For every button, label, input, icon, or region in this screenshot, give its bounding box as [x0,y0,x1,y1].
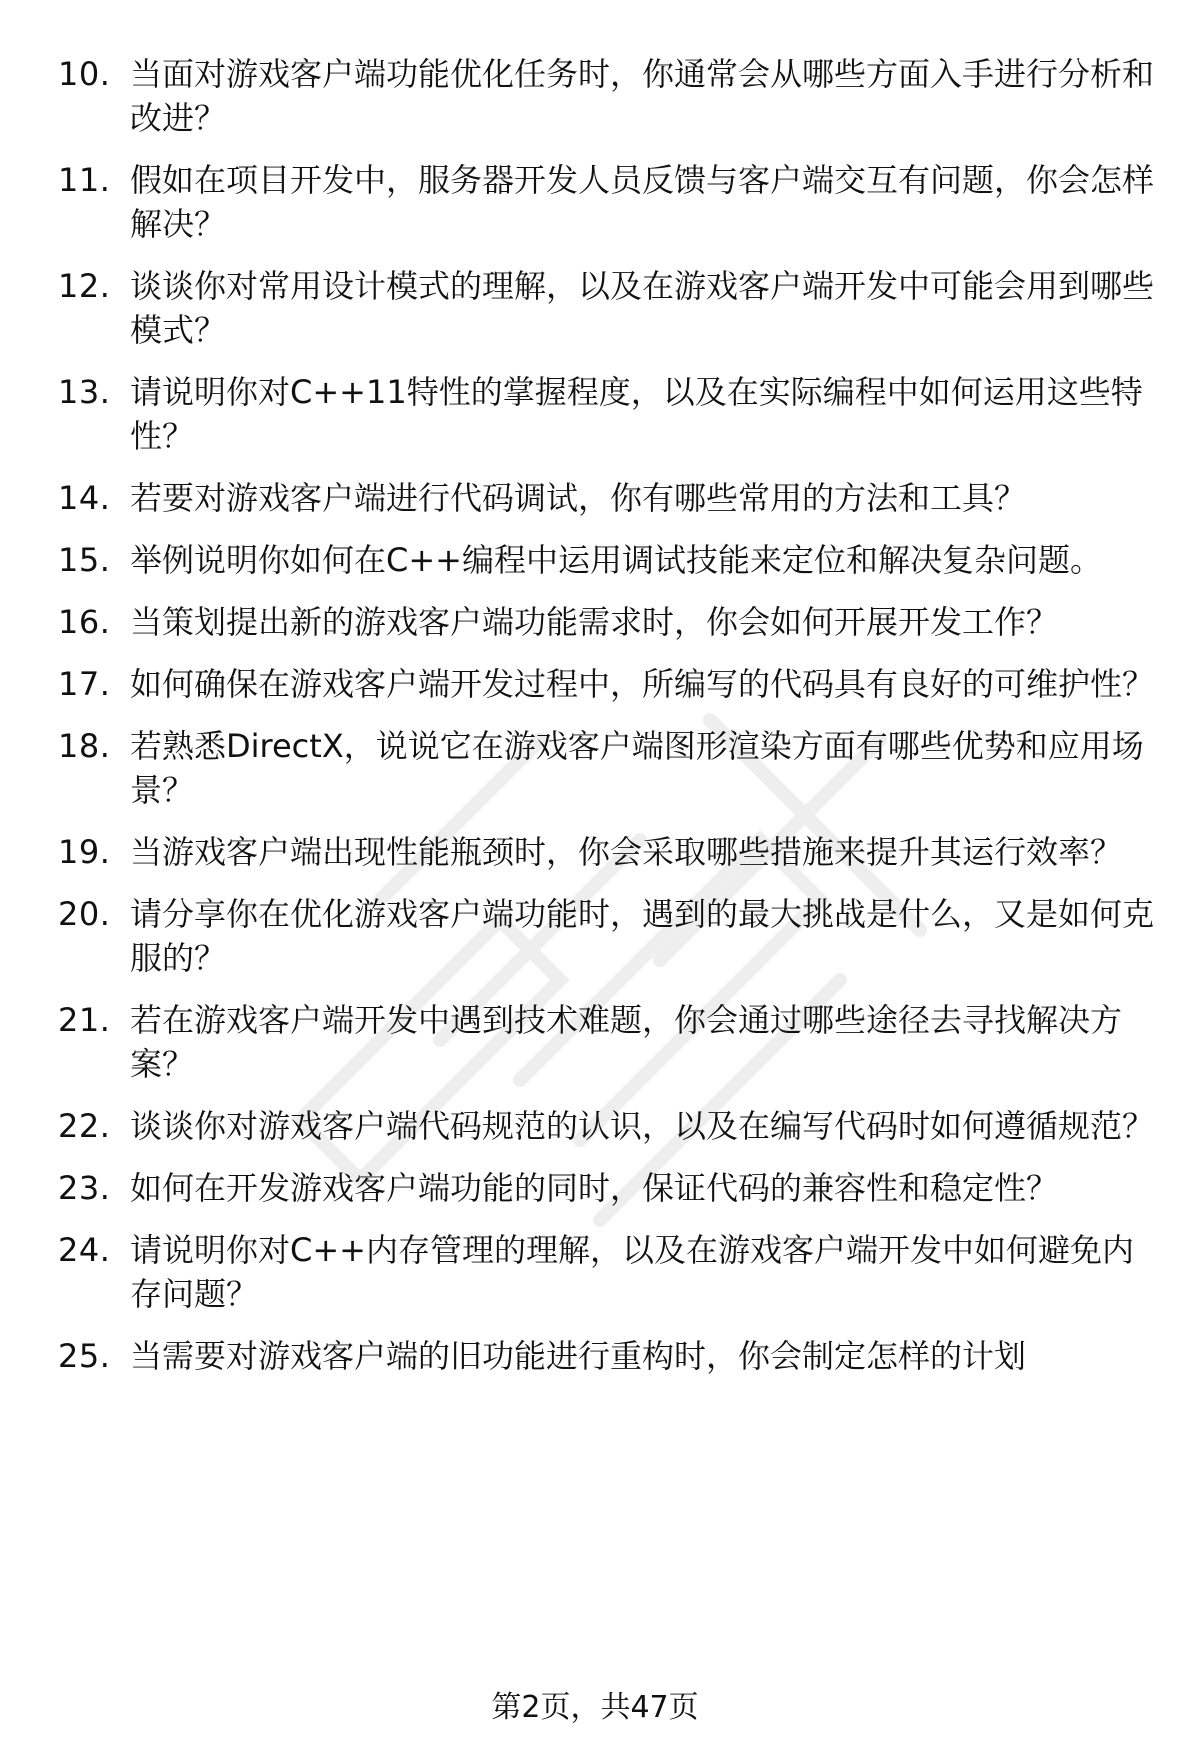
question-number: 13. [58,373,111,411]
question-text: 若在游戏客户端开发中遇到技术难题，你会通过哪些途径去寻找解决方案？ [130,1001,1123,1083]
question-number: 19. [58,833,111,871]
question-number: 24. [58,1231,111,1269]
question-text: 当需要对游戏客户端的旧功能进行重构时，你会制定怎样的计划 [130,1337,1027,1375]
question-text: 请说明你对C++11特性的掌握程度，以及在实际编程中如何运用这些特性？ [130,373,1143,455]
question-number: 17. [58,665,111,703]
question-number: 18. [58,727,111,765]
question-item [58,52,1158,140]
question-text: 请说明你对C++内存管理的理解，以及在游戏客户端开发中如何避免内存问题？ [130,1231,1134,1313]
question-text: 若要对游戏客户端进行代码调试，你有哪些常用的方法和工具？ [130,479,1027,517]
question-text: 谈谈你对游戏客户端代码规范的认识，以及在编写代码时如何遵循规范？ [130,1107,1155,1145]
question-item [58,724,1158,812]
question-text: 当策划提出新的游戏客户端功能需求时，你会如何开展开发工作？ [130,603,1059,641]
question-item [58,476,1158,520]
question-text: 举例说明你如何在C++编程中运用调试技能来定位和解决复杂问题。 [130,541,1102,579]
question-number: 23. [58,1169,111,1207]
question-list [58,52,1158,1396]
question-number: 11. [58,161,111,199]
question-text: 如何确保在游戏客户端开发过程中，所编写的代码具有良好的可维护性？ [130,665,1155,703]
question-item [58,1166,1158,1210]
question-text: 请分享你在优化游戏客户端功能时，遇到的最大挑战是什么，又是如何克服的？ [130,895,1155,977]
question-number: 15. [58,541,111,579]
page-footer [0,1688,1190,1728]
question-item [58,830,1158,874]
question-number: 16. [58,603,111,641]
question-number: 10. [58,55,111,93]
question-number: 25. [58,1337,111,1375]
question-item [58,662,1158,706]
question-text: 如何在开发游戏客户端功能的同时，保证代码的兼容性和稳定性？ [130,1169,1059,1207]
question-number: 20. [58,895,111,933]
question-number: 12. [58,267,111,305]
question-number: 14. [58,479,111,517]
question-text: 当游戏客户端出现性能瓶颈时，你会采取哪些措施来提升其运行效率？ [130,833,1123,871]
question-text: 若熟悉DirectX，说说它在游戏客户端图形渲染方面有哪些优势和应用场景？ [130,727,1144,809]
page-number-label: 第2页，共47页 [491,1690,699,1725]
question-item [58,370,1158,458]
question-number: 22. [58,1107,111,1145]
question-item [58,538,1158,582]
question-item [58,264,1158,352]
question-item [58,1334,1158,1378]
question-item [58,1104,1158,1148]
question-number: 21. [58,1001,111,1039]
question-text: 谈谈你对常用设计模式的理解，以及在游戏客户端开发中可能会用到哪些模式？ [130,267,1155,349]
question-item [58,1228,1158,1316]
question-text: 当面对游戏客户端功能优化任务时，你通常会从哪些方面入手进行分析和改进？ [130,55,1155,137]
question-item [58,600,1158,644]
question-item [58,158,1158,246]
question-text: 假如在项目开发中，服务器开发人员反馈与客户端交互有问题，你会怎样解决？ [130,161,1155,243]
question-item [58,892,1158,980]
question-item [58,998,1158,1086]
